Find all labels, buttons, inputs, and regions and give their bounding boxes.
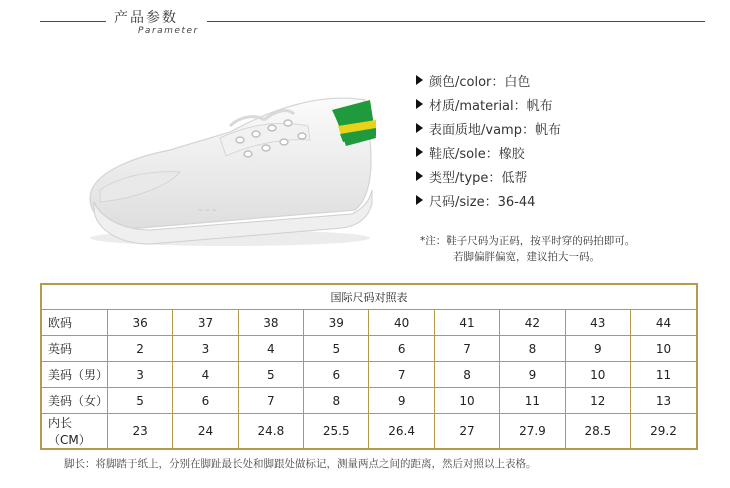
table-cell: 4 <box>173 362 238 388</box>
table-cell: 6 <box>173 388 238 414</box>
table-cell: 25.5 <box>304 414 369 449</box>
table-row <box>42 414 696 449</box>
table-cell: 7 <box>369 362 434 388</box>
row-label: 美码（男） <box>42 362 107 388</box>
size-note-line-1: *注：鞋子尺码为正码，按平时穿的码拍即可。 <box>420 235 636 247</box>
table-cell: 41 <box>434 310 499 336</box>
table-cell: 24.8 <box>238 414 303 449</box>
parameter-list <box>416 68 561 212</box>
table-cell: 3 <box>173 336 238 362</box>
table-row <box>42 310 696 336</box>
table-cell: 39 <box>304 310 369 336</box>
bullet-triangle-icon <box>416 147 423 157</box>
bullet-triangle-icon <box>416 195 423 205</box>
table-cell: 44 <box>631 310 696 336</box>
table-cell: 9 <box>369 388 434 414</box>
table-cell: 8 <box>500 336 565 362</box>
param-type: 类型/type：低帮 <box>416 164 561 188</box>
param-material: 材质/material：帆布 <box>416 92 561 116</box>
table-cell: 24 <box>173 414 238 449</box>
table-cell: 23 <box>107 414 172 449</box>
table-cell: 38 <box>238 310 303 336</box>
table-cell: 2 <box>107 336 172 362</box>
table-cell: 7 <box>434 336 499 362</box>
table-cell: 10 <box>631 336 696 362</box>
header-rule-right <box>207 21 705 22</box>
table-cell: 26.4 <box>369 414 434 449</box>
table-cell: 36 <box>107 310 172 336</box>
svg-text:~ ~ ~: ~ ~ ~ <box>198 207 217 214</box>
table-cell: 27 <box>434 414 499 449</box>
bullet-triangle-icon <box>416 123 423 133</box>
foot-length-note: 脚长：将脚踏于纸上，分别在脚趾最长处和脚跟处做标记，测量两点之间的距离，然后对照以上表格。 <box>64 458 537 470</box>
table-cell: 8 <box>304 388 369 414</box>
row-label: 美码（女） <box>42 388 107 414</box>
table-cell: 3 <box>107 362 172 388</box>
table-cell: 6 <box>369 336 434 362</box>
table-cell: 5 <box>304 336 369 362</box>
row-label: 英码 <box>42 336 107 362</box>
bullet-triangle-icon <box>416 99 423 109</box>
header-rule-left <box>40 21 106 22</box>
size-table <box>40 283 698 450</box>
section-subtitle: Parameter <box>138 26 199 36</box>
bullet-triangle-icon <box>416 75 423 85</box>
table-cell: 5 <box>107 388 172 414</box>
size-note-line-2: 若脚偏胖偏宽，建议拍大一码。 <box>453 251 600 263</box>
table-cell: 11 <box>631 362 696 388</box>
table-cell: 42 <box>500 310 565 336</box>
table-cell: 12 <box>565 388 630 414</box>
size-note <box>420 233 635 265</box>
param-size: 尺码/size：36-44 <box>416 188 561 212</box>
row-label: 欧码 <box>42 310 107 336</box>
table-cell: 11 <box>500 388 565 414</box>
table-cell: 9 <box>565 336 630 362</box>
param-vamp: 表面质地/vamp：帆布 <box>416 116 561 140</box>
param-sole: 鞋底/sole：橡胶 <box>416 140 561 164</box>
table-cell: 4 <box>238 336 303 362</box>
section-title: 产品参数 <box>114 10 178 26</box>
bullet-triangle-icon <box>416 171 423 181</box>
param-color: 颜色/color：白色 <box>416 68 561 92</box>
table-cell: 5 <box>238 362 303 388</box>
table-cell: 40 <box>369 310 434 336</box>
table-cell: 9 <box>500 362 565 388</box>
table-cell: 10 <box>565 362 630 388</box>
product-shoe-image <box>80 80 400 250</box>
table-cell: 28.5 <box>565 414 630 449</box>
table-cell: 27.9 <box>500 414 565 449</box>
table-cell: 43 <box>565 310 630 336</box>
table-cell: 13 <box>631 388 696 414</box>
row-label: 内长（CM） <box>42 414 107 449</box>
table-cell: 8 <box>434 362 499 388</box>
size-table-title: 国际尺码对照表 <box>330 291 408 304</box>
table-cell: 10 <box>434 388 499 414</box>
table-row <box>42 336 696 362</box>
table-cell: 29.2 <box>631 414 696 449</box>
table-row <box>42 388 696 414</box>
table-cell: 37 <box>173 310 238 336</box>
table-cell: 7 <box>238 388 303 414</box>
table-row <box>42 362 696 388</box>
table-cell: 6 <box>304 362 369 388</box>
